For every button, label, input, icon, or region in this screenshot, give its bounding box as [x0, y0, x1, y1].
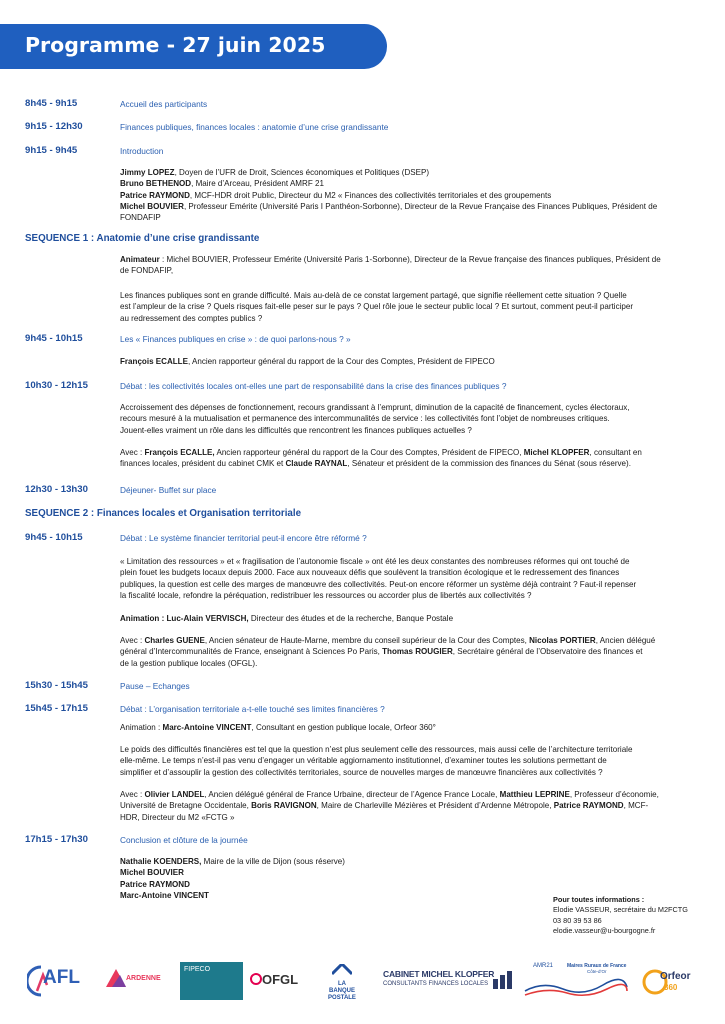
description: [120, 402, 696, 436]
contact-phone: 03 80 39 53 86: [553, 915, 602, 925]
session-title: Les « Finances publiques en crise » : de quoi parlons-nous ? »: [120, 334, 351, 344]
description-line: la fiscalité locale, refondre la péréquation, redistribuer les ressources ou accorder plus de libertés aux collectivités ?: [120, 590, 532, 600]
speaker-name: Thomas ROUGIER: [382, 647, 453, 657]
description-line: simplifier et d’assouplir la gestion des collectivités territoriales, source de nouvelles marges de manœuvre financières aux collectivités ?: [120, 767, 603, 777]
description-line: recours mesuré à la mutualisation et permanence des intercommunalités de service : les collectivités font l’objet de nombreuses critiques.: [120, 414, 610, 424]
speaker-name: Olivier LANDEL: [144, 790, 205, 799]
session-title: Introduction: [120, 146, 164, 156]
afl-logo: [27, 961, 83, 1001]
time-slot: 15h30 - 15h45: [25, 680, 88, 691]
contact-email[interactable]: elodie.vasseur@u-bourgogne.fr: [553, 926, 656, 936]
speaker-role: , Ancien délégué: [595, 636, 656, 645]
speaker-name: Bruno BETHENOD: [120, 179, 192, 189]
animator: [120, 254, 696, 277]
speaker-role: , Professeur Emérite (Université Paris I Panthéon-Sorbonne), Directeur de la Revue Française des Finances Publiques, Président de: [183, 201, 658, 211]
speaker-role: , MCF-: [623, 801, 649, 811]
animator-name: Marc-Antoine VINCENT: [162, 723, 252, 732]
speaker: [120, 356, 696, 367]
fipeco-logo-text: FIPECO: [184, 966, 211, 973]
time-slot: 9h45 - 10h15: [25, 532, 83, 543]
time-slot: 8h45 - 9h15: [25, 98, 78, 109]
description-line: Accroissement des dépenses de fonctionnement, recours grandissant à l’emprunt, diminution de la capacité de financement, cycles électoraux,: [120, 403, 630, 412]
sequence-title: SEQUENCE 2 : Finances locales et Organisation territoriale: [25, 508, 302, 519]
time-slot: 9h15 - 12h30: [25, 121, 83, 132]
speaker-name: Patrice RAYMOND: [120, 190, 190, 200]
speaker-name: François ECALLE,: [144, 448, 215, 457]
banque-logo-text: LA: [338, 981, 346, 987]
banque-logo-text: BANQUE: [328, 988, 355, 994]
time-slot: 9h15 - 9h45: [25, 145, 78, 156]
speaker-name: Michel KLOPFER: [523, 448, 590, 457]
time-slot: 15h45 - 17h15: [25, 703, 88, 714]
banque-logo-text: POSTALE: [328, 995, 356, 1001]
description: [120, 744, 696, 778]
description-line: Les finances publiques sont en grande difficulté. Mais au-delà de ce constat largement partagé, que signifie réellement cette situation ? Quelle: [120, 291, 627, 300]
animator-label: Animateur: [120, 255, 160, 264]
speaker-role: , MCF-HDR droit Public, Directeur du M2 « Finances des collectivités territoriales et des groupements: [189, 190, 552, 200]
description-line: publiques, la question est celle des marges de manœuvre des collectivités. Peut-on encore réformer un système déjà contraint ? Faut-il repenser: [120, 579, 637, 589]
description-line: est l’ampleur de la crise ? Quels risques fait-elle peser sur le pays ? Quel rôle joue le secteur public local ? Et surtout, comment peut-il participer: [120, 302, 634, 312]
amr-logo-region: Côte-d’Or: [587, 969, 607, 974]
speaker-name: Patrice RAYMOND: [553, 801, 624, 811]
description: [120, 290, 696, 324]
speaker-name: Claude RAYNAL: [285, 459, 348, 469]
partner-logos: [0, 955, 725, 1005]
speaker-role: FONDAFIP: [120, 213, 161, 223]
speaker-role: , Ancien sénateur de Haute-Marne, membre du conseil supérieur de la Cour des Comptes,: [204, 636, 530, 645]
speaker-name: Michel BOUVIER: [120, 868, 184, 878]
speaker-role: , Maire d’Arceau, Président AMRF 21: [191, 179, 324, 189]
animator-text: Directeur des études et de la recherche, Banque Postale: [248, 614, 454, 623]
animator: [120, 613, 696, 624]
avec-label: Avec :: [120, 636, 145, 645]
speaker-role: HDR, Directeur du M2 «FCTG »: [120, 812, 235, 822]
orfeor-logo: [642, 965, 698, 999]
speaker-role: , Ancien rapporteur général du rapport de la Cour des Comptes, Président de FIPECO: [187, 357, 495, 366]
speaker-role: Ancien rapporteur général du rapport de la Cour des Comptes, Président de FIPECO,: [214, 448, 524, 457]
speakers: [120, 447, 696, 470]
speaker-role: de la gestion publique locales (OFGL).: [120, 658, 258, 668]
intro-speakers: [120, 167, 696, 223]
animator-label: Animation :: [120, 723, 163, 732]
cmk-logo-text: CABINET MICHEL KLOPFER: [383, 969, 495, 979]
page-title: Programme - 27 juin 2025: [25, 33, 326, 57]
session-title: Déjeuner- Buffet sur place: [120, 485, 217, 495]
speaker-role: finances locales, président du cabinet CMK et: [120, 459, 286, 469]
description-line: « Limitation des ressources » et « fragilisation de l’autonomie fiscale » ont été les deux constantes des nombreuses réformes qui ont touché de: [120, 557, 630, 566]
speakers: [120, 635, 696, 669]
speaker-role: , Doyen de l’UFR de Droit, Sciences économiques et Politiques (DSEP): [174, 168, 430, 177]
speaker-role: , Professeur d’économie,: [569, 790, 659, 799]
session-title: Débat : les collectivités locales ont-elles une part de responsabilité dans la crise des finances publiques ?: [120, 381, 507, 391]
speaker-role: , Sénateur et président de la commission des finances du Sénat (sous réserve).: [347, 459, 631, 469]
time-slot: 9h45 - 10h15: [25, 333, 83, 344]
banque-postale-logo: [318, 963, 366, 1003]
session-title: Finances publiques, finances locales : anatomie d’une crise grandissante: [120, 122, 389, 132]
fipeco-logo: [180, 962, 243, 1000]
orfeor-logo-text: Orfeor: [660, 971, 691, 982]
speakers: [120, 789, 696, 823]
animator-text: de FONDAFIP,: [120, 266, 174, 276]
description-line: Le poids des difficultés financières est tel que la question n’est plus seulement celle des ressources, mais aussi celle de l’architecture territoriale: [120, 745, 633, 754]
speaker-name: Nathalie KOENDERS,: [120, 857, 202, 866]
description: [120, 556, 696, 601]
time-slot: 12h30 - 13h30: [25, 484, 88, 495]
session-title: Conclusion et clôture de la journée: [120, 835, 248, 845]
speaker-role: Maire de la ville de Dijon (sous réserve): [201, 857, 345, 866]
animator-text: : Michel BOUVIER, Professeur Emérite (Université Paris 1-Sorbonne), Directeur de la Revue française des finances publiques, Président de: [159, 255, 661, 264]
animator-name: Luc-Alain VERVISCH,: [166, 614, 249, 623]
cmk-logo-subtext: CONSULTANTS FINANCES LOCALES: [383, 981, 489, 987]
ardenne-logo: [104, 967, 168, 997]
speaker-name: Nicolas PORTIER: [529, 636, 596, 645]
amr21-logo: [523, 963, 633, 1001]
session-title: Débat : L’organisation territoriale a-t-elle touché ses limites financières ?: [120, 704, 385, 714]
animator: [120, 722, 696, 733]
speaker-name: Jimmy LOPEZ: [120, 168, 175, 177]
contact-title: Pour toutes informations :: [553, 895, 645, 904]
speaker-name: François ECALLE: [120, 357, 188, 366]
speaker-name: Charles GUENE: [144, 636, 205, 645]
session-title: Débat : Le système financier territorial peut-il encore être réformé ?: [120, 533, 367, 543]
sequence-title: SEQUENCE 1 : Anatomie d’une crise grandissante: [25, 233, 260, 244]
avec-label: Avec :: [120, 448, 145, 457]
time-slot: 10h30 - 12h15: [25, 380, 88, 391]
speaker-name: Boris RAVIGNON: [251, 801, 317, 811]
avec-label: Avec :: [120, 790, 145, 799]
cabinet-klopfer-logo: [383, 969, 519, 997]
description-line: elle-même. Le temps n’est-il pas venu d’engager un véritable aggiornamento institutionnel, d’examiner toutes les solutions permettant de: [120, 756, 607, 766]
speaker-role: général d’Intercommunalités de France, enseignant à Sciences Po Paris,: [120, 647, 383, 657]
description-line: plein fouet les budgets locaux depuis 2000. Face aux nouveaux défis que soulèvent la transition écologique et le redressement des finances: [120, 568, 620, 578]
session-title: Accueil des participants: [120, 99, 208, 109]
animator-text: , Consultant en gestion publique locale, Orfeor 360°: [251, 723, 436, 732]
speaker-name: Matthieu LEPRINE: [499, 790, 570, 799]
speaker-name: Michel BOUVIER: [120, 201, 184, 211]
session-title: Pause – Echanges: [120, 681, 190, 691]
ofgl-logo: [250, 969, 302, 993]
speaker-role: , Secrétaire général de l’Observatoire des finances et: [452, 647, 643, 657]
contact-name: Elodie VASSEUR, secrétaire du M2FCTG: [553, 905, 688, 915]
contact-info: [553, 895, 688, 937]
speaker-role: , Maire de Charleville Mézières et Président d’Ardenne Métropole,: [316, 801, 554, 811]
speaker-name: Marc-Antoine VINCENT: [120, 890, 209, 900]
description-line: au redressement des comptes publics ?: [120, 313, 263, 323]
speaker-name: Patrice RAYMOND: [120, 879, 190, 889]
amr-logo-subtext: Maires Ruraux de France: [567, 963, 627, 969]
orfeor-logo-subtext: 360: [664, 983, 678, 992]
description-line: Jouent-elles vraiment un rôle dans les difficultés que rencontrent les finances publiques actuelles ?: [120, 425, 472, 435]
speaker-role: Université de Bretagne Occidentale,: [120, 801, 252, 811]
ardenne-logo-text: ARDENNE: [126, 975, 161, 982]
time-slot: 17h15 - 17h30: [25, 834, 88, 845]
speaker-role: , consultant en: [589, 448, 642, 457]
ofgl-logo-text: OFGL: [262, 972, 299, 987]
amr-logo-text: AMR21: [533, 963, 554, 969]
speaker-role: , Ancien délégué général de France Urbaine, directeur de l’Agence France Locale,: [204, 790, 500, 799]
afl-logo-text: AFL: [43, 967, 80, 988]
animator-label: Animation :: [120, 614, 167, 623]
